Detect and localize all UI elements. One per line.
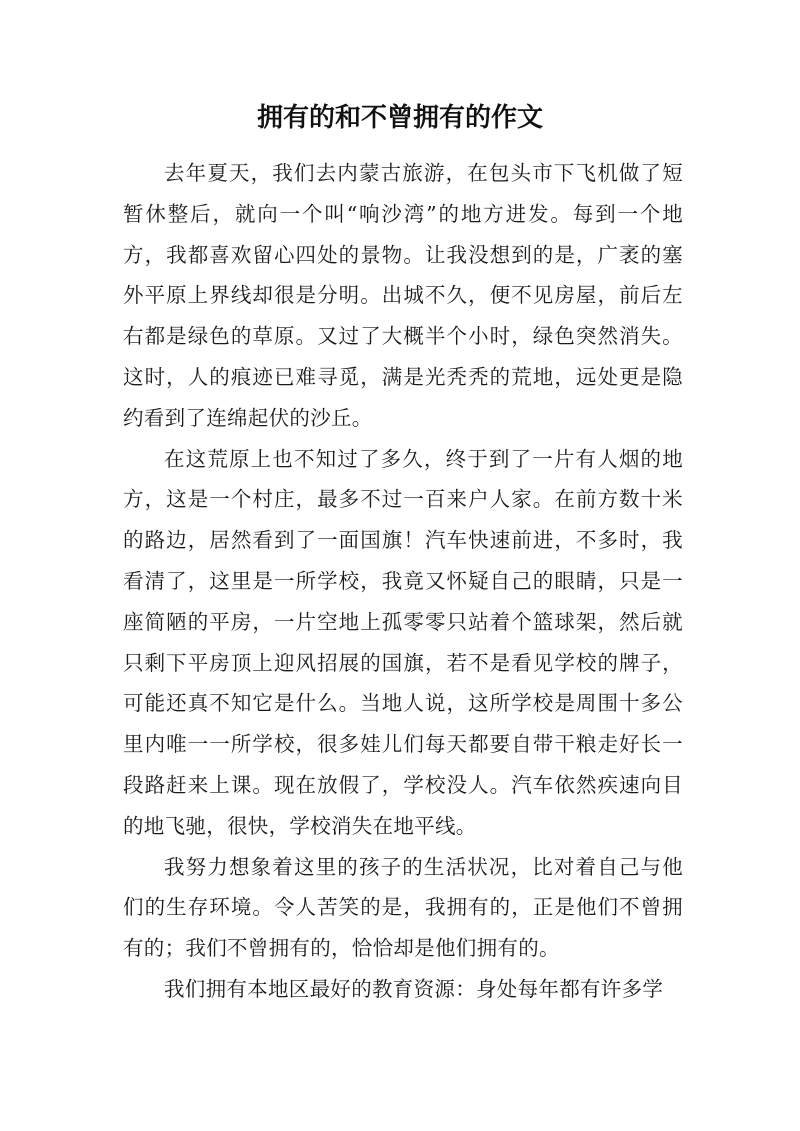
- document-body: [123, 153, 683, 1010]
- paragraph: 我努力想象着这里的孩子的生活状况，比对着自己与他们的生存环境。令人苦笑的是，我拥有的，正是他们不曾拥有的；我们不曾拥有的，恰恰却是他们拥有的。: [123, 854, 683, 961]
- document-title: 拥有的和不曾拥有的作文: [256, 103, 543, 133]
- paragraph: 去年夏天，我们去内蒙古旅游，在包头市下飞机做了短暂休整后，就向一个叫“响沙湾”的地方进发。每到一个地方，我都喜欢留心四处的景物。让我没想到的是，广袤的塞外平原上界线却很是分明。出城不久，便不见房屋，前后左右都是绿色的草原。又过了大概半个小时，绿色突然消失。这时，人的痕迹已难寻觅，满是光秃秃的荒地，远处更是隐约看到了连绵起伏的沙丘。: [123, 161, 683, 430]
- paragraph: 我们拥有本地区最好的教育资源：身处每年都有许多学: [164, 976, 664, 1001]
- paragraph: 在这荒原上也不知过了多久，终于到了一片有人烟的地方，这是一个村庄，最多不过一百来户人家。在前方数十米的路边，居然看到了一面国旗！汽车快速前进，不多时，我看清了，这里是一所学校，我竟又怀疑自己的眼睛，只是一座简陋的平房，一片空地上孤零零只站着个篮球架，然后就只剩下平房顶上迎风招展的国旗，若不是看见学校的牌子，可能还真不知它是什么。当地人说，这所学校是周围十多公里内唯一一所学校，很多娃儿们每天都要自带干粮走好长一段路赶来上课。现在放假了，学校没人。汽车依然疾速向目的地飞驰，很快，学校消失在地平线。: [123, 446, 683, 838]
